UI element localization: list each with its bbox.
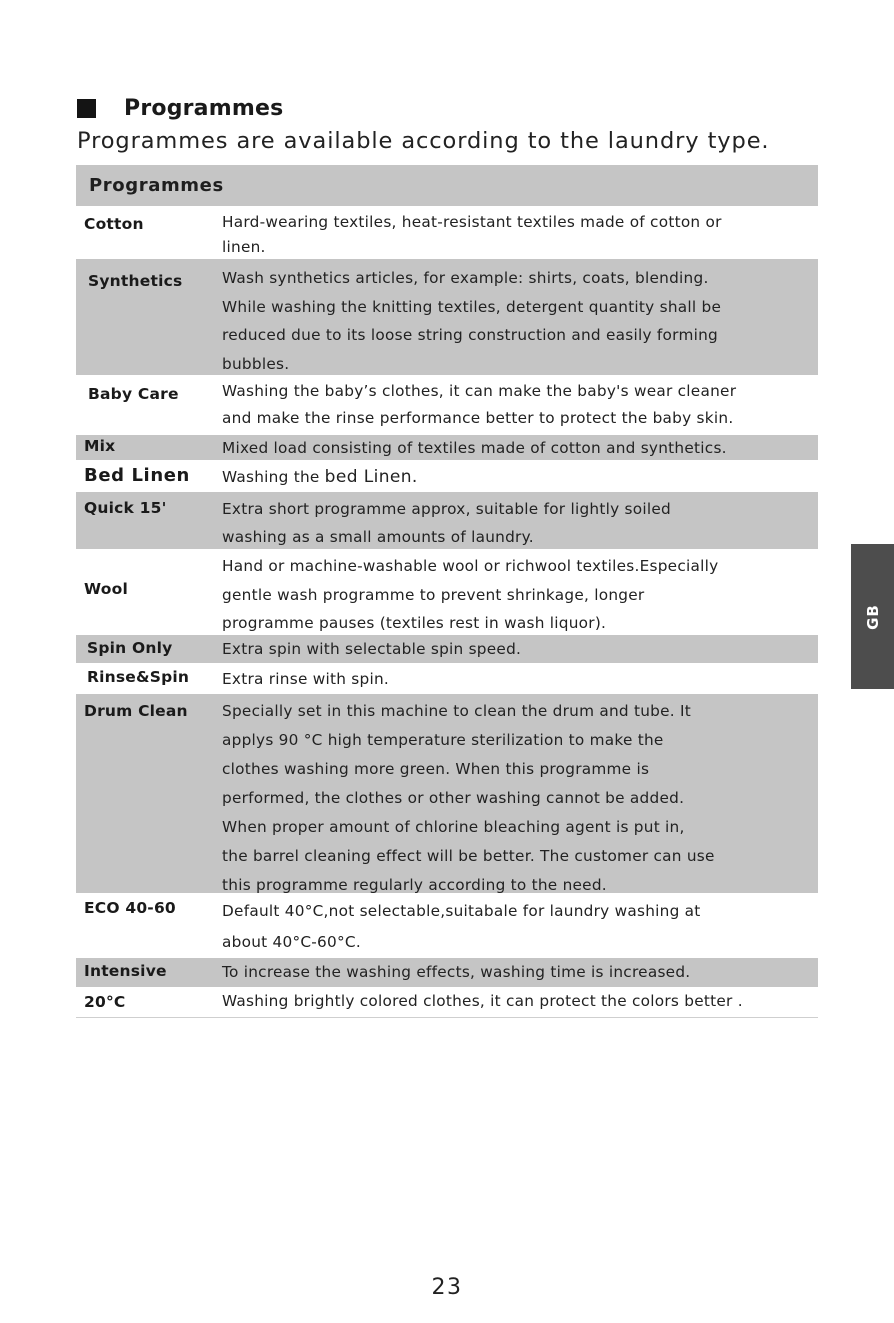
table-row-rinse-spin [76,663,818,694]
programme-description [222,437,816,459]
programme-name: Quick 15' [84,499,167,517]
table-row-synthetics [76,259,818,375]
programme-description [222,495,816,551]
description-line: When proper amount of chlorine bleaching agent is put in, [222,818,685,836]
programme-name: Intensive [84,962,167,980]
programme-name: Mix [84,437,116,455]
table-row-cotton [76,206,818,259]
programme-description [222,961,816,983]
programme-description [222,668,816,690]
table-header-label: Programmes [89,175,224,196]
programme-description [222,465,816,489]
description-line: To increase the washing effects, washing time is increased. [222,963,691,981]
description-line: washing as a small amounts of laundry. [222,528,534,546]
programme-description [222,990,816,1012]
programme-description [222,378,816,432]
description-line: bubbles. [222,354,290,373]
programme-name: Synthetics [88,272,183,290]
programme-description [222,896,816,958]
programme-description [222,210,816,260]
description-line: Specially set in this machine to clean the drum and tube. It [222,702,692,720]
language-tab-label: GB [863,603,882,630]
description-line: programme pauses (textiles rest in wash liquor). [222,614,607,632]
description-line: and make the rinse performance better to protect the baby skin. [222,409,734,427]
description-line: Extra spin with selectable spin speed. [222,640,522,658]
table-row-wool [76,549,818,635]
description-line: Wash synthetics articles, for example: shirts, coats, blending. [222,269,709,287]
table-row-mix [76,435,818,460]
programme-name: 20°C [84,993,126,1011]
table-row-20c [76,987,818,1018]
description-line: Default 40°C,not selectable,suitabale for laundry washing at [222,902,701,920]
programmes-table [76,165,818,1018]
description-line: Extra short programme approx, suitable for lightly soiled [222,500,671,518]
section-subtitle: Programmes are available according to the laundry type. [77,128,770,154]
table-header [76,165,818,206]
description-line: While washing the knitting textiles, detergent quantity shall be [222,297,722,316]
programme-description [222,264,816,378]
description-prefix: Washing the [222,468,325,486]
section-heading [77,94,283,122]
description-line: applys 90 °C high temperature sterilization to make the [222,731,664,749]
programme-name: Spin Only [87,639,173,657]
programme-name: ECO 40-60 [84,899,176,917]
description-line: Washing brightly colored clothes, it can protect the colors better . [222,992,743,1010]
description-line: reduced due to its loose string construction and easily forming [222,326,718,344]
programme-description [222,638,816,660]
description-line: linen. [222,238,266,256]
description-line: about 40°C-60°C. [222,933,361,951]
table-row-eco-40-60 [76,893,818,958]
description-line: Washing the baby’s clothes, it can make the baby's wear cleaner [222,382,737,400]
page-number: 23 [431,1275,463,1300]
language-tab [851,544,894,689]
programme-name: Drum Clean [84,702,188,720]
heading-bullet-square [77,99,96,118]
table-row-quick-15 [76,492,818,549]
programme-name: Cotton [84,215,144,233]
description-line: Mixed load consisting of textiles made of cotton and synthetics. [222,439,727,457]
description-line: clothes washing more green. When this programme is [222,760,650,778]
programme-name: Rinse&Spin [87,668,190,686]
section-title: Programmes [124,95,284,121]
table-row-spin-only [76,635,818,663]
description-line: the barrel cleaning effect will be better. The customer can use [222,847,715,865]
table-row-drum-clean [76,694,818,893]
table-row-baby-care [76,375,818,435]
table-row-bed-linen [76,460,818,492]
table-row-intensive [76,958,818,987]
programme-name: Wool [84,580,128,598]
description-line: Hand or machine-washable wool or richwool textiles.Especially [222,557,719,575]
description-line: Hard-wearing textiles, heat-resistant textiles made of cotton or [222,213,722,231]
description-suffix: bed Linen. [324,467,418,487]
programme-description [222,552,816,638]
programme-name: Bed Linen [84,465,190,486]
description-line: performed, the clothes or other washing cannot be added. [222,789,685,807]
description-line: this programme regularly according to the need. [222,876,607,894]
programme-description [222,697,816,900]
description-line: gentle wash programme to prevent shrinkage, longer [222,585,645,604]
description-line: Extra rinse with spin. [222,670,390,688]
programme-name: Baby Care [88,385,179,403]
